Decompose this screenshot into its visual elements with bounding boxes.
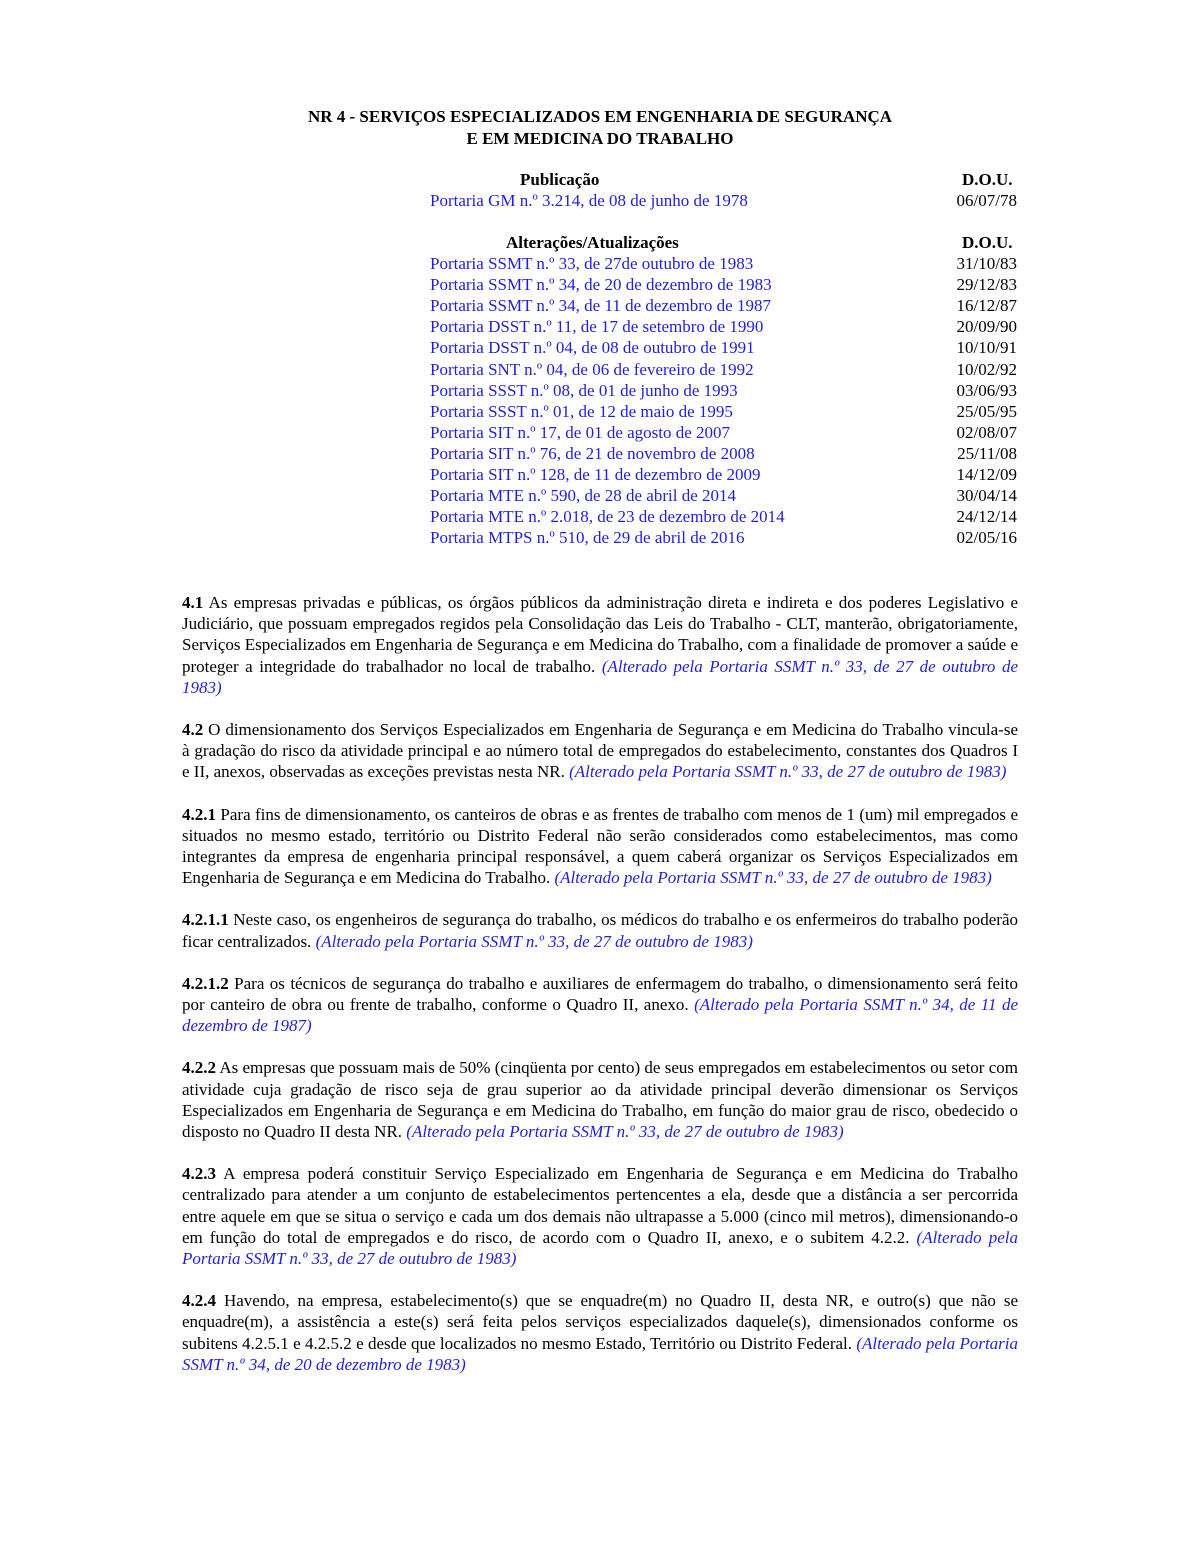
dou-date: 29/12/83: [956, 275, 1017, 295]
alteration-row: [0, 465, 1200, 486]
alteration-row: [0, 296, 1200, 317]
section-text: As empresas privadas e públicas, os órgãos públicos da administração direta e indireta e dos poderes Legislativo e Judiciário, que possuam empregados regidos pela Consolidação das Leis do Trabalho - CLT, manterão, obrigatoriamente, Serviços Especializados em Engenharia de Segurança e em Medicina do Trabalho, com a finalidade de promover a saúde e proteger a integridade do trabalhador no local de trabalho.: [182, 593, 1019, 676]
dou-date: 03/06/93: [956, 380, 1017, 400]
section-text: Neste caso, os engenheiros de segurança do trabalho, os médicos do trabalho e os enfermeiros do trabalho poderão ficar centralizados.: [182, 910, 1018, 951]
alteration-row: [0, 275, 1200, 296]
dou-date: 16/12/87: [956, 296, 1017, 316]
dou-date: 30/04/14: [956, 486, 1017, 506]
alteration-row: [0, 254, 1200, 275]
alteration-row: [0, 402, 1200, 423]
portaria-reference[interactable]: Portaria SIT n.º 76, de 21 de novembro de 2008: [430, 443, 755, 463]
dou-date: 02/08/07: [956, 422, 1017, 442]
section-number: 4.2.2: [182, 1058, 216, 1078]
portaria-reference[interactable]: Portaria MTE n.º 2.018, de 23 de dezembro de 2014: [430, 507, 785, 527]
section-number: 4.2.1.2: [182, 973, 229, 993]
dou-date: 10/02/92: [956, 359, 1017, 379]
portaria-reference[interactable]: Portaria SSMT n.º 33, de 27de outubro de 1983: [430, 254, 754, 273]
amendment-note[interactable]: (Alterado pela Portaria SSMT n.º 33, de 27 de outubro de 1983): [554, 868, 992, 888]
section-text: Havendo, na empresa, estabelecimento(s) que se enquadre(m) no Quadro II, desta NR, e outro(s) que não se enquadre(m), a assistência a este(s) será feita pelos serviços especializados daquele(s), dimensionados conforme os subitens 4.2.5.1 e 4.2.5.2 e desde que localizados no mesmo Estado, Território ou Distrito Federal.: [182, 1291, 1018, 1353]
dou-date: 25/11/08: [957, 443, 1017, 463]
amendment-note[interactable]: (Alterado pela Portaria SSMT n.º 33, de 27 de outubro de 1983): [182, 1227, 1018, 1269]
portaria-reference[interactable]: Portaria DSST n.º 04, de 08 de outubro de 1991: [430, 338, 755, 358]
portaria-reference[interactable]: Portaria SNT n.º 04, de 06 de fevereiro de 1992: [430, 359, 754, 379]
alteration-row: [0, 528, 1200, 549]
section-text: O dimensionamento dos Serviços Especializados em Engenharia de Segurança e em Medicina do Trabalho vincula-se à gradação do risco da atividade principal e ao número total de empregados do estabelecimento, constantes dos Quadros I e II, anexos, observadas as exceções previstas nesta NR.: [182, 720, 1018, 782]
section-number: 4.2.1.1: [182, 910, 229, 930]
alterations-header: Alterações/Atualizações: [506, 233, 679, 252]
section-number: 4.2.3: [182, 1164, 216, 1184]
alteration-row: [0, 360, 1200, 381]
portaria-reference[interactable]: Portaria SIT n.º 128, de 11 de dezembro de 2009: [430, 465, 761, 484]
section-paragraph: [182, 909, 1018, 951]
section-number: 4.2.4: [182, 1291, 216, 1311]
publication-header: Publicação: [520, 170, 600, 189]
section-number: 4.2: [182, 720, 204, 740]
alteration-row: [0, 444, 1200, 465]
amendment-note[interactable]: (Alterado pela Portaria SSMT n.º 34, de 20 de dezembro de 1983): [182, 1333, 1019, 1374]
amendment-note[interactable]: (Alterado pela Portaria SSMT n.º 33, de 27 de outubro de 1983): [406, 1122, 844, 1142]
section-text: Para os técnicos de segurança do trabalho e auxiliares de enfermagem do trabalho, o dimensionamento será feito por canteiro de obra ou frente de trabalho, conforme o Quadro II, anexo.: [182, 973, 1018, 1015]
section-paragraph: [182, 592, 1018, 698]
portaria-reference[interactable]: Portaria DSST n.º 11, de 17 de setembro de 1990: [430, 317, 764, 337]
alteration-row: [0, 317, 1200, 338]
amendment-note[interactable]: (Alterado pela Portaria SSMT n.º 33, de 27 de outubro de 1983): [315, 931, 753, 951]
amendment-note[interactable]: (Alterado pela Portaria SSMT n.º 34, de 11 de dezembro de 1987): [182, 995, 1018, 1036]
portaria-reference[interactable]: Portaria SSMT n.º 34, de 20 de dezembro de 1983: [430, 275, 772, 295]
alteration-row: [0, 507, 1200, 528]
alteration-row: [0, 381, 1200, 402]
portaria-reference[interactable]: Portaria SSST n.º 08, de 01 de junho de 1993: [430, 380, 738, 400]
publication-dou-header: D.O.U.: [962, 170, 1013, 189]
title-line-2: E EM MEDICINA DO TRABALHO: [466, 129, 734, 148]
section-number: 4.1: [182, 593, 204, 612]
section-paragraph: [182, 1290, 1018, 1375]
section-paragraph: [182, 1163, 1018, 1269]
publication-row: [0, 191, 1200, 212]
section-paragraph: [182, 804, 1018, 889]
alteration-row: [0, 423, 1200, 444]
dou-date: 20/09/90: [956, 317, 1017, 337]
portaria-reference[interactable]: Portaria GM n.º 3.214, de 08 de junho de 1978: [430, 191, 748, 210]
portaria-reference[interactable]: Portaria SSST n.º 01, de 12 de maio de 1995: [430, 401, 733, 421]
section-text: As empresas que possuam mais de 50% (cinqüenta por cento) de seus empregados em estabelecimentos ou setor com atividade cuja gradação de risco seja de grau superior ao da atividade principal deverão dimensionar os Serviços Especializados em Engenharia de Segurança e em Medicina do Trabalho, em função do maior grau de risco, obedecido o disposto no Quadro II desta NR.: [182, 1058, 1018, 1142]
dou-date: 31/10/83: [956, 254, 1017, 273]
section-paragraph: [182, 1057, 1018, 1142]
dou-date: 10/10/91: [956, 338, 1017, 358]
section-number: 4.2.1: [182, 804, 216, 824]
alteration-row: [0, 486, 1200, 507]
alterations-dou-header: D.O.U.: [962, 233, 1013, 252]
section-paragraph: [182, 973, 1018, 1037]
portaria-reference[interactable]: Portaria SSMT n.º 34, de 11 de dezembro de 1987: [430, 296, 771, 316]
title-line-1: NR 4 - SERVIÇOS ESPECIALIZADOS EM ENGENHARIA DE SEGURANÇA: [307, 107, 893, 126]
dou-date: 24/12/14: [956, 507, 1017, 527]
section-paragraph: [182, 719, 1018, 783]
section-text: Para fins de dimensionamento, os canteiros de obras e as frentes de trabalho com menos de 1 (um) mil empregados e situados no mesmo estado, território ou Distrito Federal não serão considerados como estabelecimentos, mas como integrantes da empresa de engenharia principal responsável, a quem caberá organizar os Serviços Especializados em Engenharia de Segurança e em Medicina do Trabalho.: [182, 804, 1018, 888]
document-title: [0, 106, 1200, 150]
amendment-note[interactable]: (Alterado pela Portaria SSMT n.º 33, de 27 de outubro de 1983): [569, 762, 1007, 782]
amendment-note[interactable]: (Alterado pela Portaria SSMT n.º 33, de 27 de outubro de 1983): [182, 656, 1018, 697]
document-body: [182, 592, 1018, 1396]
portaria-reference[interactable]: Portaria MTPS n.º 510, de 29 de abril de 2016: [430, 528, 745, 548]
dou-date: 06/07/78: [956, 191, 1017, 210]
dou-date: 14/12/09: [956, 465, 1017, 484]
section-text: A empresa poderá constituir Serviço Especializado em Engenharia de Segurança e em Medicina do Trabalho centralizado para atender a um conjunto de estabelecimentos pertencentes a ela, desde que a distância a ser percorrida entre aquele em que se situa o serviço e cada um dos demais não ultrapasse a 5.000 (cinco mil metros), dimensionando-o em função do total de empregados e do risco, de acordo com o Quadro II, anexo, e o subitem 4.2.2.: [182, 1164, 1018, 1247]
dou-date: 02/05/16: [956, 528, 1017, 548]
alteration-row: [0, 338, 1200, 359]
portaria-reference[interactable]: Portaria MTE n.º 590, de 28 de abril de 2014: [430, 486, 737, 506]
dou-date: 25/05/95: [956, 401, 1017, 421]
portaria-reference[interactable]: Portaria SIT n.º 17, de 01 de agosto de 2007: [430, 422, 731, 442]
